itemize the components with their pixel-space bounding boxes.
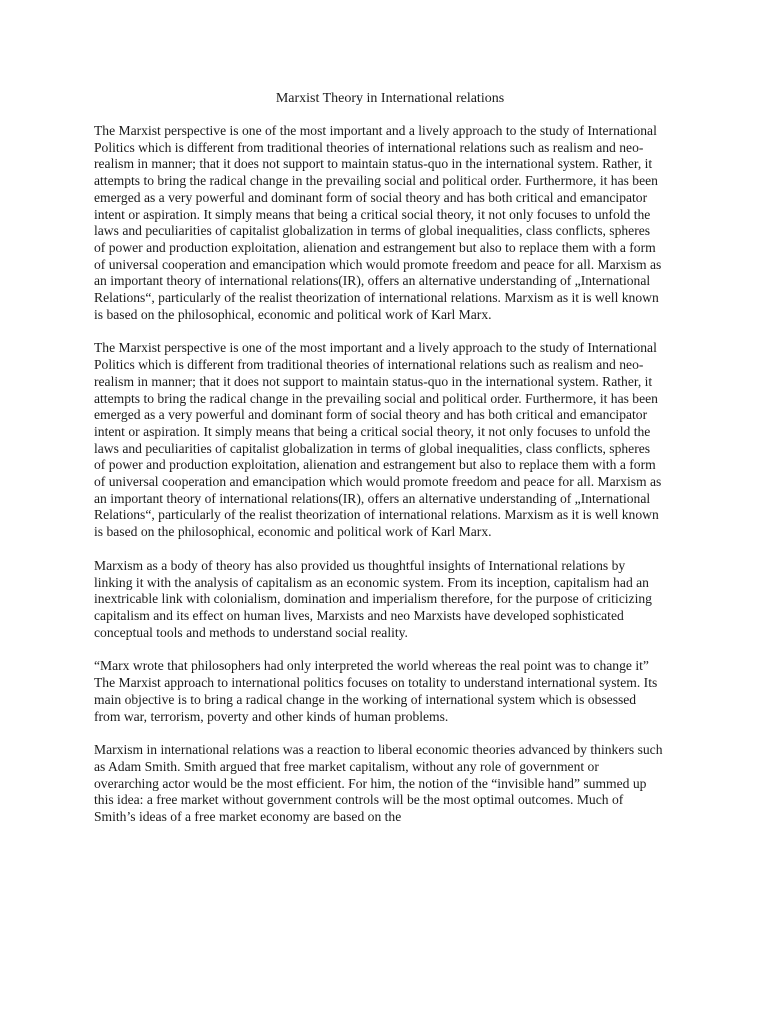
paragraph-4: “Marx wrote that philosophers had only interpreted the world whereas the real point was to change it” The Marxist approach to international politics focuses on totality to understand international system. Its main objective is to bring a radical change in the working of international system which is obsessed from war, terrorism, poverty and other kinds of human problems.	[94, 658, 658, 724]
paragraph-2: The Marxist perspective is one of the most important and a lively approach to the study of International Politics which is different from traditional theories of international relations such as realism and neo-realism in manner; that it does not support to maintain status-quo in the international system. Rather, it attempts to bring the radical change in the prevailing social and political order. Furthermore, it has been emerged as a very powerful and dominant form of social theory and has both critical and emancipator intent or aspiration. It simply means that being a critical social theory, it not only focuses to unfold the laws and peculiarities of capitalist globalization in terms of global inequalities, class conflicts, spheres of power and production exploitation, alienation and estrangement but also to replace them with a form of universal cooperation and emancipation which would promote freedom and peace for all. Marxism as an important theory of international relations(IR), offers an alternative understanding of „International Relations“, particularly of the realist theorization of international relations. Marxism as it is well known is based on the philosophical, economic and political work of Karl Marx.	[94, 340, 662, 540]
document-body	[94, 123, 664, 843]
paragraph-5: Marxism in international relations was a reaction to liberal economic theories advanced by thinkers such as Adam Smith. Smith argued that free market capitalism, without any role of government or overarching actor would be the most efficient. For him, the notion of the “invisible hand” summed up this idea: a free market without government controls will be the most optimal outcomes. Much of Smith’s ideas of a free market economy are based on the	[94, 742, 663, 825]
paragraph-1: The Marxist perspective is one of the most important and a lively approach to the study of International Politics which is different from traditional theories of international relations such as realism and neo-realism in manner; that it does not support to maintain status-quo in the international system. Rather, it attempts to bring the radical change in the prevailing social and political order. Furthermore, it has been emerged as a very powerful and dominant form of social theory and has both critical and emancipator intent or aspiration. It simply means that being a critical social theory, it not only focuses to unfold the laws and peculiarities of capitalist globalization in terms of global inequalities, class conflicts, spheres of power and production exploitation, alienation and estrangement but also to replace them with a form of universal cooperation and emancipation which would promote freedom and peace for all. Marxism as an important theory of international relations(IR), offers an alternative understanding of „International Relations“, particularly of the realist theorization of international relations. Marxism as it is well known is based on the philosophical, economic and political work of Karl Marx.	[94, 123, 662, 322]
document-title: Marxist Theory in International relations	[275, 91, 505, 106]
paragraph-3: Marxism as a body of theory has also provided us thoughtful insights of International relations by linking it with the analysis of capitalism as an economic system. From its inception, capitalism had an inextricable link with colonialism, domination and imperialism therefore, for the purpose of criticizing capitalism and its effect on human lives, Marxists and neo Marxists have developed sophisticated conceptual tools and methods to understand social reality.	[94, 557, 652, 640]
